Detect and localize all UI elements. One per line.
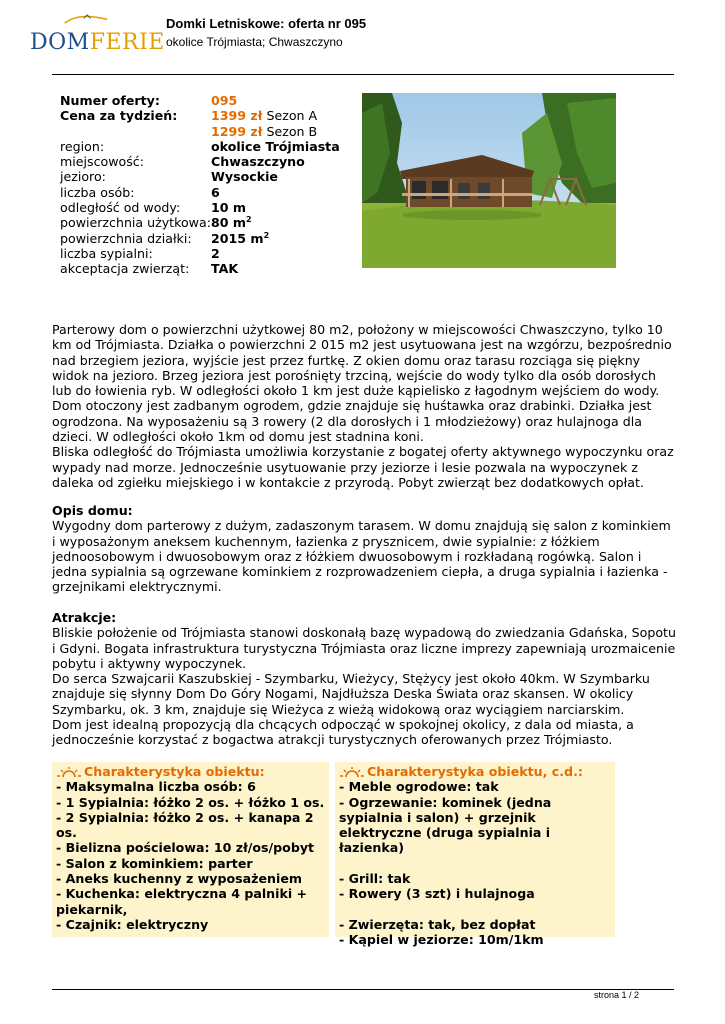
house-heading: Opis domu: (52, 503, 133, 518)
sun-icon (339, 765, 365, 779)
water-distance-label: odległość od wody: (60, 200, 181, 216)
bedrooms-value: 2 (211, 245, 220, 261)
plot-area-label: powierzchnia działki: (60, 230, 192, 246)
town-value: Chwaszczyno (211, 154, 305, 170)
usable-area-row (60, 215, 340, 230)
logo-text (30, 30, 165, 55)
characteristics-item: - Ogrzewanie: kominek (jedna sypialnia i salon) + grzejnik elektryczne (druga sypialnia i łazienka) (339, 794, 552, 856)
sun-icon (56, 765, 82, 779)
offer-number-row (60, 93, 340, 108)
page-subtitle: okolice Trójmiasta; Chwaszczyno (166, 35, 343, 49)
offer-number-label: Numer oferty: (60, 93, 160, 108)
price-b-row (60, 124, 340, 139)
characteristics-item: - Grill: tak (339, 871, 411, 887)
attractions-section (52, 610, 677, 748)
plot-area-row (60, 231, 340, 246)
characteristics-item: - Kąpiel w jeziorze: 10m/1km (339, 932, 544, 948)
price-row (60, 108, 340, 123)
attractions-heading: Atrakcje: (52, 610, 117, 625)
logo-dom: DOM (30, 30, 90, 55)
characteristics-item: - 2 Sypialnia: łóżko 2 os. + kanapa 2 os. (56, 809, 314, 841)
footer-divider (52, 989, 674, 990)
usable-area-value: 80 m (211, 215, 247, 231)
characteristics-box (52, 762, 329, 937)
characteristics-item: - Meble ogrodowe: tak (339, 779, 499, 795)
usable-area-sup: 2 (246, 215, 252, 225)
description (52, 322, 677, 490)
people-row (60, 185, 340, 200)
price-a: 1399 zł (211, 108, 263, 124)
offer-info-table (60, 93, 340, 277)
attractions-text-1: Bliskie położenie od Trójmiasta stanowi doskonałą bazę wypadową do zwiedzania Gdańska, Sopotu i Gdyni. Bogata infrastruktura turystyczna Trójmiasta oraz liczne imprezy zapewniają urozmaicenie pobytu i aktywny wypoczynek. (52, 625, 676, 671)
people-value: 6 (211, 184, 220, 200)
characteristics-item: - Zwierzęta: tak, bez dopłat (339, 916, 536, 932)
price-b: 1299 zł (211, 123, 263, 139)
characteristics-item: - 1 Sypialnia: łóżko 2 os. + łóżko 1 os. (56, 794, 325, 810)
attractions-text-3: Dom jest idealną propozycją dla chcących odpocząć w spokojnej okolicy, z dala od miasta, a jednocześnie korzystać z bogactwa atrakcji turystycznych oferowanych przez Trójmiasto. (52, 717, 634, 748)
characteristics-title: Charakterystyka obiektu: (84, 764, 265, 779)
characteristics-continued-title: Charakterystyka obiektu, c.d.: (367, 764, 583, 779)
bedrooms-label: liczba sypialni: (60, 245, 153, 261)
price-label: Cena za tydzień: (60, 108, 178, 124)
lake-row (60, 169, 340, 184)
characteristics-item: - Aneks kuchenny z wyposażeniem (56, 871, 302, 887)
town-row (60, 154, 340, 169)
region-row (60, 139, 340, 154)
description-text-2: Bliska odległość do Trójmiasta umożliwia korzystanie z bogatej oferty aktywnego wypoczynku oraz wypady nad morze. Jednocześnie usytuowanie przy jeziorze i lesie pozwala na wypoczynek z daleka od zgiełku miejskiego i w kontakcie z przyrodą. Pobyt zwierząt bez dodatkowych opłat. (52, 444, 674, 490)
house-section (52, 503, 677, 595)
characteristics-item (339, 856, 611, 871)
characteristics-item: - Maksymalna liczba osób: 6 (56, 779, 256, 795)
characteristics-item: - Bielizna pościelowa: 10 zł/os/pobyt (56, 840, 315, 856)
characteristics-continued-box (335, 762, 615, 948)
page-title: Domki Letniskowe: oferta nr 095 (166, 16, 367, 31)
logo-ferie: FERIE (89, 30, 165, 55)
plot-area-sup: 2 (263, 230, 270, 240)
characteristics-item: - Kuchenka: elektryczna 4 palniki + piekarnik, (56, 886, 308, 917)
plot-area-value: 2015 m (211, 230, 264, 246)
characteristics-item: - Salon z kominkiem: parter (56, 855, 253, 871)
pets-row (60, 261, 340, 276)
pets-value: TAK (211, 261, 239, 277)
usable-area-label: powierzchnia użytkowa: (60, 215, 211, 231)
bedrooms-row (60, 246, 340, 261)
page-number: strona 1 / 2 (594, 990, 640, 1000)
characteristics-item: - Rowery (3 szt) i hulajnoga (339, 886, 535, 902)
region-label: region: (60, 138, 105, 154)
description-text: Parterowy dom o powierzchni użytkowej 80 m2, położony w miejscowości Chwaszczyno, tylko 10 km od Trójmiasta. Działka o powierzchni 2 015 m2 jest usytuowana jest na wzgórzu, bezpośrednio nad brzegiem jeziora, wyjście jest przez furtkę. Z okien domu oraz tarasu rozciąga się piękny widok na jezioro. Brzeg jeziora jest porośnięty trzciną, wejście do wody tylko dla osób dorosłych lub do łowienia ryb. W odległości około 1 km jest duże kąpielisko z łagodnym wejściem do wody. Dom otoczony jest zadbanym ogrodem, gdzie znajduje się huśtawka oraz drabinki. Działka jest ogrodzona. Na wyposażeniu są 3 rowery (2 dla dorosłych i 1 młodzieżowy) oraz hulajnoga dla dzieci. W odległości około 1km od domu jest stadnina koni. (52, 322, 672, 445)
characteristics-title-row (56, 764, 325, 779)
header-divider (52, 74, 674, 75)
pets-label: akceptacja zwierząt: (60, 261, 190, 277)
lake-label: jezioro: (60, 169, 106, 185)
characteristics-continued-title-row (339, 764, 611, 779)
characteristics-item: - Czajnik: elektryczny (56, 916, 209, 932)
lake-value: Wysockie (211, 169, 278, 185)
house-photo (362, 93, 616, 268)
people-label: liczba osób: (60, 184, 135, 200)
characteristics-item (339, 902, 611, 917)
water-distance-value: 10 m (211, 200, 247, 216)
town-label: miejscowość: (60, 154, 144, 170)
offer-number-value: 095 (211, 93, 238, 108)
season-b: Sezon B (266, 123, 318, 139)
attractions-text-2: Do serca Szwajcarii Kaszubskiej - Szymbarku, Wieżycy, Stężycy jest około 40km. W Szymbarku znajduje się słynny Dom Do Góry Nogami, Najdłuższa Deska Świata oraz skansen. W okolicy Szymbarku, ok. 3 km, znajduje się Wieżyca z wieżą widokową oraz wyciągiem narciarskim. (52, 671, 650, 717)
season-a: Sezon A (266, 108, 318, 124)
house-text: Wygodny dom parterowy z dużym, zadaszonym tarasem. W domu znajdują się salon z kominkiem i wyposażonym aneksem kuchennym, łazienka z prysznicem, dwie sypialnie: z łóżkiem jednoosobowym i dwuosobowym oraz z łóżkiem dwuosobowym i rozkładaną rogówką. Salon i jedna sypialnia są ogrzewane kominkiem z rozprowadzeniem ciepła, a druga sypialnia i łazienka - grzejnikami elektrycznymi. (52, 518, 671, 595)
water-distance-row (60, 200, 340, 215)
region-value: okolice Trójmiasta (211, 138, 340, 154)
